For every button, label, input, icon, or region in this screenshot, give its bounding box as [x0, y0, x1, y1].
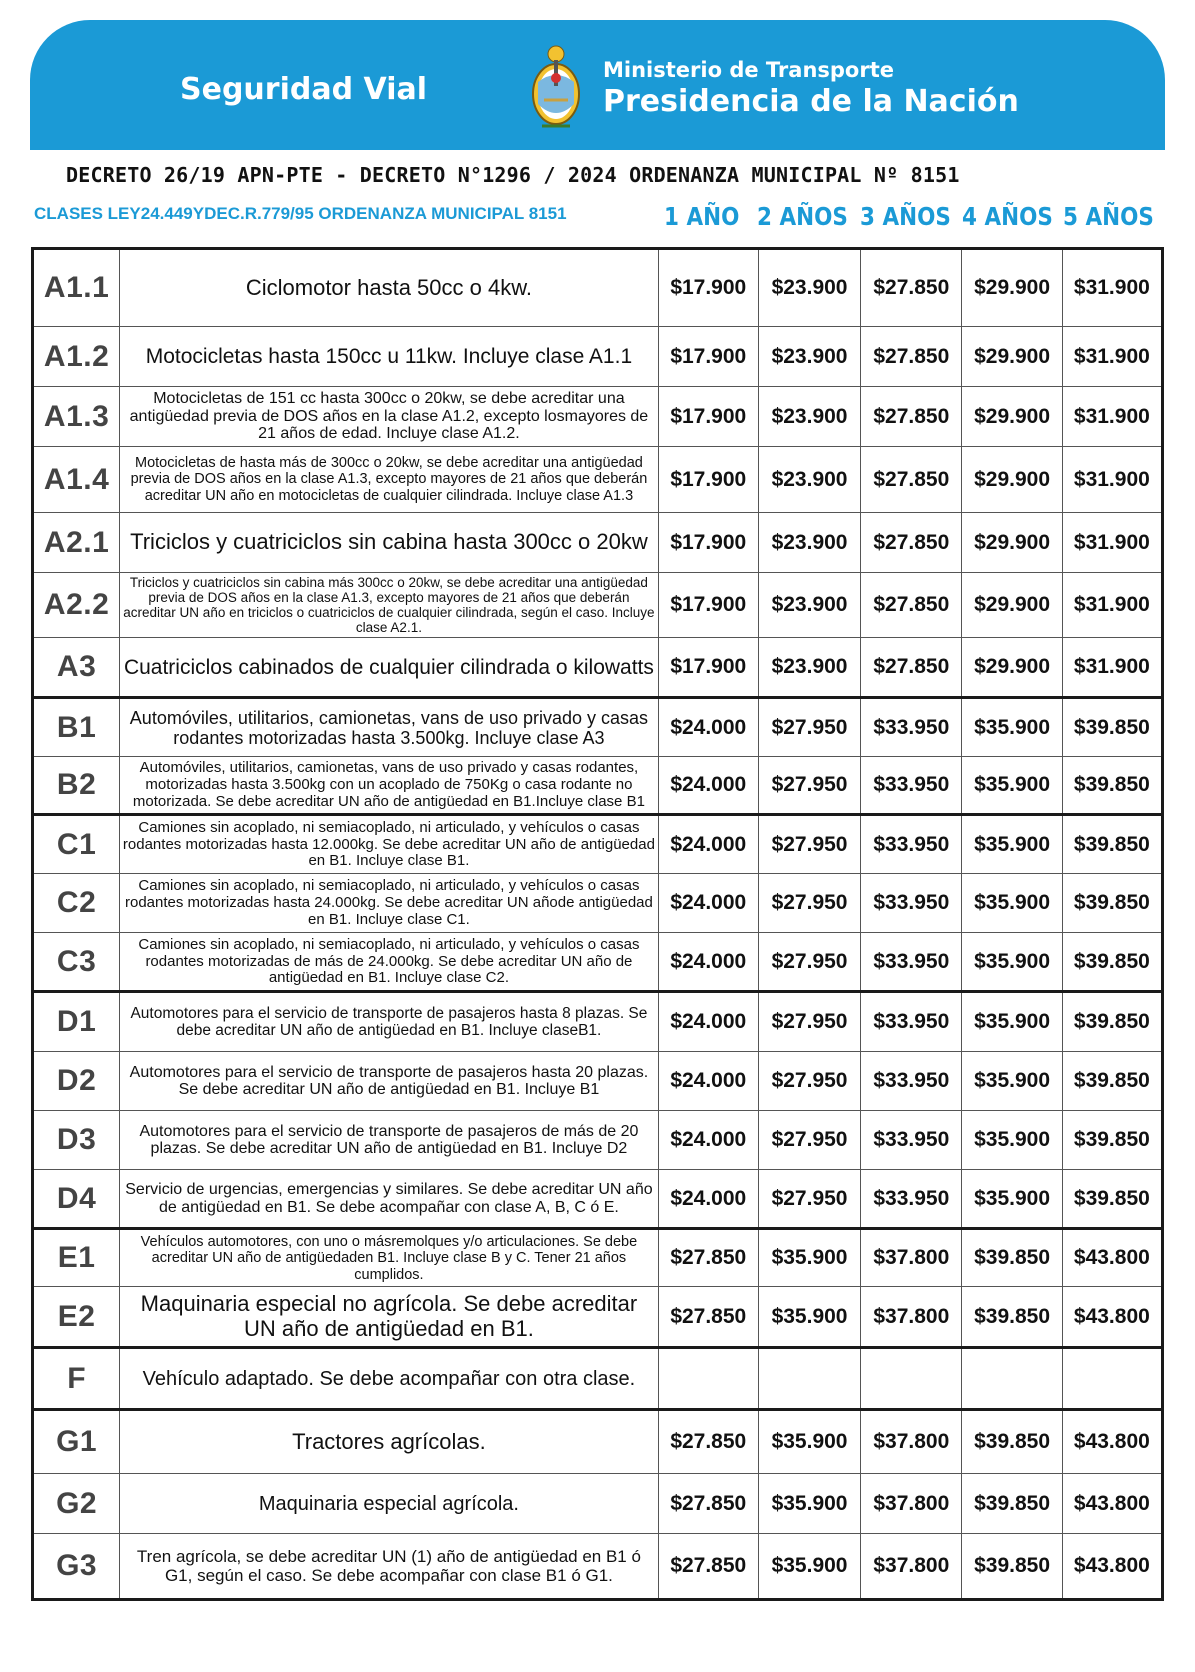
price-3-year: $37.800	[861, 1410, 962, 1474]
table-row	[33, 1229, 1163, 1287]
class-description: Vehículo adaptado. Se debe acompañar con otra clase.	[120, 1348, 658, 1410]
price-1-year: $24.000	[658, 1052, 758, 1111]
year-header-2: 2 AÑOS	[757, 202, 848, 231]
price-1-year: $27.850	[658, 1474, 758, 1534]
class-description: Maquinaria especial agrícola.	[120, 1474, 658, 1534]
price-5-year: $31.900	[1062, 249, 1162, 327]
price-4-year	[962, 1348, 1062, 1410]
table-row	[33, 1474, 1163, 1534]
price-4-year: $35.900	[962, 757, 1062, 815]
price-4-year: $39.850	[962, 1474, 1062, 1534]
class-code: B1	[33, 698, 120, 757]
class-code: B2	[33, 757, 120, 815]
price-4-year: $29.900	[962, 447, 1062, 513]
price-5-year: $31.900	[1062, 447, 1162, 513]
class-code: C3	[33, 933, 120, 992]
price-1-year: $24.000	[658, 757, 758, 815]
price-2-year: $35.900	[758, 1410, 860, 1474]
price-3-year: $33.950	[861, 1052, 962, 1111]
price-5-year: $31.900	[1062, 327, 1162, 387]
ministry-name: Ministerio de Transporte	[603, 58, 894, 82]
class-description: Vehículos automotores, con uno o másremolques y/o articulaciones. Se debe acreditar UN año de antigüedaden B1. Incluye clase B y C. Tener 21 años cumplidos.	[120, 1229, 658, 1287]
price-3-year: $37.800	[861, 1474, 962, 1534]
price-4-year: $29.900	[962, 249, 1062, 327]
price-2-year: $27.950	[758, 815, 860, 874]
table-row	[33, 1111, 1163, 1170]
seguridad-vial-title: Seguridad Vial	[180, 72, 428, 107]
class-description: Automóviles, utilitarios, camionetas, vans de uso privado y casas rodantes motorizadas hasta 3.500kg. Incluye clase A3	[120, 698, 658, 757]
price-5-year: $39.850	[1062, 933, 1162, 992]
class-description: Servicio de urgencias, emergencias y similares. Se debe acreditar UN año de antigüedad en B1. Se debe acompañar con clase A, B, C ó E.	[120, 1170, 658, 1229]
table-row	[33, 1410, 1163, 1474]
price-1-year: $17.900	[658, 638, 758, 698]
price-5-year: $39.850	[1062, 1052, 1162, 1111]
price-3-year: $33.950	[861, 992, 962, 1052]
price-5-year: $43.800	[1062, 1534, 1162, 1600]
table-row	[33, 1287, 1163, 1348]
class-code: C2	[33, 874, 120, 933]
price-1-year: $24.000	[658, 874, 758, 933]
price-3-year: $33.950	[861, 933, 962, 992]
price-1-year: $17.900	[658, 573, 758, 638]
class-code: A3	[33, 638, 120, 698]
price-4-year: $39.850	[962, 1287, 1062, 1348]
price-2-year: $35.900	[758, 1474, 860, 1534]
price-1-year: $17.900	[658, 513, 758, 573]
price-1-year: $24.000	[658, 1170, 758, 1229]
class-description: Tractores agrícolas.	[120, 1410, 658, 1474]
price-3-year: $27.850	[861, 447, 962, 513]
price-1-year: $24.000	[658, 698, 758, 757]
price-5-year: $31.900	[1062, 638, 1162, 698]
class-code: A2.2	[33, 573, 120, 638]
class-code: E2	[33, 1287, 120, 1348]
license-fee-table	[31, 247, 1164, 1601]
price-1-year: $27.850	[658, 1229, 758, 1287]
price-3-year: $37.800	[861, 1534, 962, 1600]
class-code: C1	[33, 815, 120, 874]
price-1-year: $24.000	[658, 815, 758, 874]
price-3-year: $27.850	[861, 249, 962, 327]
price-5-year: $43.800	[1062, 1410, 1162, 1474]
price-3-year: $33.950	[861, 815, 962, 874]
year-header-1: 1 AÑO	[664, 202, 740, 231]
price-2-year: $23.900	[758, 447, 860, 513]
price-2-year	[758, 1348, 860, 1410]
price-2-year: $23.900	[758, 573, 860, 638]
price-4-year: $39.850	[962, 1534, 1062, 1600]
table-row	[33, 327, 1163, 387]
class-code: A1.2	[33, 327, 120, 387]
class-code: E1	[33, 1229, 120, 1287]
class-description: Triciclos y cuatriciclos sin cabina más 300cc o 20kw, se debe acreditar una antigüedad previa de DOS años en la clase A1.3, excepto mayores de 21 años que deberán acreditar UN año en triciclos o cuatriciclos de cualquier cilindrada, según el caso. Incluye clase A2.1.	[120, 573, 658, 638]
price-4-year: $35.900	[962, 992, 1062, 1052]
class-code: A2.1	[33, 513, 120, 573]
price-1-year: $27.850	[658, 1534, 758, 1600]
price-3-year: $37.800	[861, 1229, 962, 1287]
clases-legend: CLASES LEY24.449YDEC.R.779/95 ORDENANZA MUNICIPAL 8151	[34, 204, 567, 223]
table-row	[33, 1052, 1163, 1111]
price-4-year: $29.900	[962, 387, 1062, 447]
table-row	[33, 1348, 1163, 1410]
price-1-year: $17.900	[658, 327, 758, 387]
table-row	[33, 874, 1163, 933]
argentina-coat-of-arms-icon	[528, 42, 584, 134]
year-header-4: 4 AÑOS	[962, 202, 1053, 231]
price-1-year: $24.000	[658, 933, 758, 992]
price-2-year: $27.950	[758, 1170, 860, 1229]
price-3-year: $33.950	[861, 698, 962, 757]
class-code: A1.1	[33, 249, 120, 327]
price-5-year: $43.800	[1062, 1474, 1162, 1534]
decree-line: DECRETO 26/19 APN-PTE - DECRETO N°1296 / 2024 ORDENANZA MUNICIPAL Nº 8151	[66, 163, 960, 187]
price-5-year: $43.800	[1062, 1229, 1162, 1287]
price-3-year: $27.850	[861, 387, 962, 447]
price-4-year: $35.900	[962, 698, 1062, 757]
table-row	[33, 1534, 1163, 1600]
price-2-year: $27.950	[758, 1052, 860, 1111]
price-2-year: $35.900	[758, 1287, 860, 1348]
price-5-year: $31.900	[1062, 573, 1162, 638]
table-row	[33, 249, 1163, 327]
price-5-year: $31.900	[1062, 513, 1162, 573]
class-description: Cuatriciclos cabinados de cualquier cilindrada o kilowatts	[120, 638, 658, 698]
class-description: Automotores para el servicio de transporte de pasajeros hasta 8 plazas. Se debe acreditar UN año de antigüedad en B1. Incluye claseB1.	[120, 992, 658, 1052]
table-row	[33, 992, 1163, 1052]
class-description: Motocicletas de hasta más de 300cc o 20kw, se debe acreditar una antigüedad previa de DOS años en la clase A1.3, excepto mayores de 21 años que deberán acreditar UN año en motocicletas de cualquier cilindrada. Incluye clase A1.3	[120, 447, 658, 513]
table-row	[33, 815, 1163, 874]
class-description: Ciclomotor hasta 50cc o 4kw.	[120, 249, 658, 327]
price-2-year: $27.950	[758, 992, 860, 1052]
price-4-year: $39.850	[962, 1410, 1062, 1474]
class-description: Maquinaria especial no agrícola. Se debe acreditar UN año de antigüedad en B1.	[120, 1287, 658, 1348]
price-2-year: $27.950	[758, 757, 860, 815]
price-5-year: $39.850	[1062, 1111, 1162, 1170]
price-5-year: $39.850	[1062, 698, 1162, 757]
price-3-year: $27.850	[861, 327, 962, 387]
presidency-name: Presidencia de la Nación	[603, 84, 1019, 119]
price-4-year: $29.900	[962, 513, 1062, 573]
class-code: G1	[33, 1410, 120, 1474]
price-4-year: $35.900	[962, 1111, 1062, 1170]
class-code: D1	[33, 992, 120, 1052]
price-4-year: $35.900	[962, 1170, 1062, 1229]
table-row	[33, 698, 1163, 757]
price-2-year: $23.900	[758, 513, 860, 573]
class-code: D4	[33, 1170, 120, 1229]
class-description: Motocicletas de 151 cc hasta 300cc o 20kw, se debe acreditar una antigüedad previa de DOS años en la clase A1.2, excepto losmayores de 21 años de edad. Incluye clase A1.2.	[120, 387, 658, 447]
class-code: G2	[33, 1474, 120, 1534]
price-5-year: $39.850	[1062, 874, 1162, 933]
class-description: Tren agrícola, se debe acreditar UN (1) año de antigüedad en B1 ó G1, según el caso. Se debe acompañar con clase B1 ó G1.	[120, 1534, 658, 1600]
price-3-year: $27.850	[861, 638, 962, 698]
price-2-year: $27.950	[758, 874, 860, 933]
price-3-year: $33.950	[861, 874, 962, 933]
price-4-year: $29.900	[962, 327, 1062, 387]
price-5-year: $39.850	[1062, 815, 1162, 874]
class-description: Automóviles, utilitarios, camionetas, vans de uso privado y casas rodantes, motorizadas hasta 3.500kg con un acoplado de 750Kg o casa rodante no motorizada. Se debe acreditar UN año de antigüedad en B1.Incluye clase B1	[120, 757, 658, 815]
price-2-year: $35.900	[758, 1534, 860, 1600]
table-row	[33, 933, 1163, 992]
class-code: A1.3	[33, 387, 120, 447]
price-3-year	[861, 1348, 962, 1410]
price-4-year: $39.850	[962, 1229, 1062, 1287]
class-code: D2	[33, 1052, 120, 1111]
price-4-year: $29.900	[962, 638, 1062, 698]
class-code: D3	[33, 1111, 120, 1170]
class-description: Camiones sin acoplado, ni semiacoplado, ni articulado, y vehículos o casas rodantes motorizadas hasta 24.000kg. Se debe acreditar UN añode antigüedad en B1. Incluye clase C1.	[120, 874, 658, 933]
price-5-year: $39.850	[1062, 992, 1162, 1052]
class-description: Motocicletas hasta 150cc u 11kw. Incluye clase A1.1	[120, 327, 658, 387]
price-3-year: $33.950	[861, 1170, 962, 1229]
price-1-year: $17.900	[658, 387, 758, 447]
price-1-year: $27.850	[658, 1287, 758, 1348]
table-row	[33, 387, 1163, 447]
year-header-3: 3 AÑOS	[860, 202, 951, 231]
price-1-year: $17.900	[658, 249, 758, 327]
price-5-year: $39.850	[1062, 1170, 1162, 1229]
price-5-year	[1062, 1348, 1162, 1410]
class-code: G3	[33, 1534, 120, 1600]
price-2-year: $23.900	[758, 638, 860, 698]
price-2-year: $23.900	[758, 249, 860, 327]
table-row	[33, 447, 1163, 513]
price-2-year: $23.900	[758, 327, 860, 387]
price-2-year: $35.900	[758, 1229, 860, 1287]
price-4-year: $35.900	[962, 874, 1062, 933]
price-2-year: $27.950	[758, 933, 860, 992]
table-row	[33, 573, 1163, 638]
price-5-year: $39.850	[1062, 757, 1162, 815]
price-3-year: $33.950	[861, 1111, 962, 1170]
table-row	[33, 513, 1163, 573]
table-row	[33, 638, 1163, 698]
class-description: Automotores para el servicio de transporte de pasajeros de más de 20 plazas. Se debe acreditar UN año de antigüedad en B1. Incluye D2	[120, 1111, 658, 1170]
class-description: Camiones sin acoplado, ni semiacoplado, ni articulado, y vehículos o casas rodantes motorizadas hasta 12.000kg. Se debe acreditar UN año de antigüedad en B1. Incluye clase B1.	[120, 815, 658, 874]
class-description: Triciclos y cuatriciclos sin cabina hasta 300cc o 20kw	[120, 513, 658, 573]
price-3-year: $27.850	[861, 513, 962, 573]
price-4-year: $29.900	[962, 573, 1062, 638]
class-code: F	[33, 1348, 120, 1410]
price-3-year: $33.950	[861, 757, 962, 815]
price-5-year: $43.800	[1062, 1287, 1162, 1348]
price-2-year: $23.900	[758, 387, 860, 447]
price-3-year: $27.850	[861, 573, 962, 638]
price-1-year: $24.000	[658, 1111, 758, 1170]
year-header-5: 5 AÑOS	[1063, 202, 1154, 231]
price-2-year: $27.950	[758, 698, 860, 757]
price-3-year: $37.800	[861, 1287, 962, 1348]
price-1-year	[658, 1348, 758, 1410]
price-2-year: $27.950	[758, 1111, 860, 1170]
table-row	[33, 757, 1163, 815]
price-1-year: $17.900	[658, 447, 758, 513]
price-4-year: $35.900	[962, 815, 1062, 874]
class-description: Automotores para el servicio de transporte de pasajeros hasta 20 plazas. Se debe acreditar UN año de antigüedad en B1. Incluye B1	[120, 1052, 658, 1111]
price-1-year: $24.000	[658, 992, 758, 1052]
price-4-year: $35.900	[962, 933, 1062, 992]
price-4-year: $35.900	[962, 1052, 1062, 1111]
class-description: Camiones sin acoplado, ni semiacoplado, ni articulado, y vehículos o casas rodantes motorizadas de más de 24.000kg. Se debe acreditar UN año de antigüedad en B1. Incluye clase C2.	[120, 933, 658, 992]
class-code: A1.4	[33, 447, 120, 513]
price-1-year: $27.850	[658, 1410, 758, 1474]
table-row	[33, 1170, 1163, 1229]
license-fee-table-body	[33, 249, 1163, 1600]
price-5-year: $31.900	[1062, 387, 1162, 447]
